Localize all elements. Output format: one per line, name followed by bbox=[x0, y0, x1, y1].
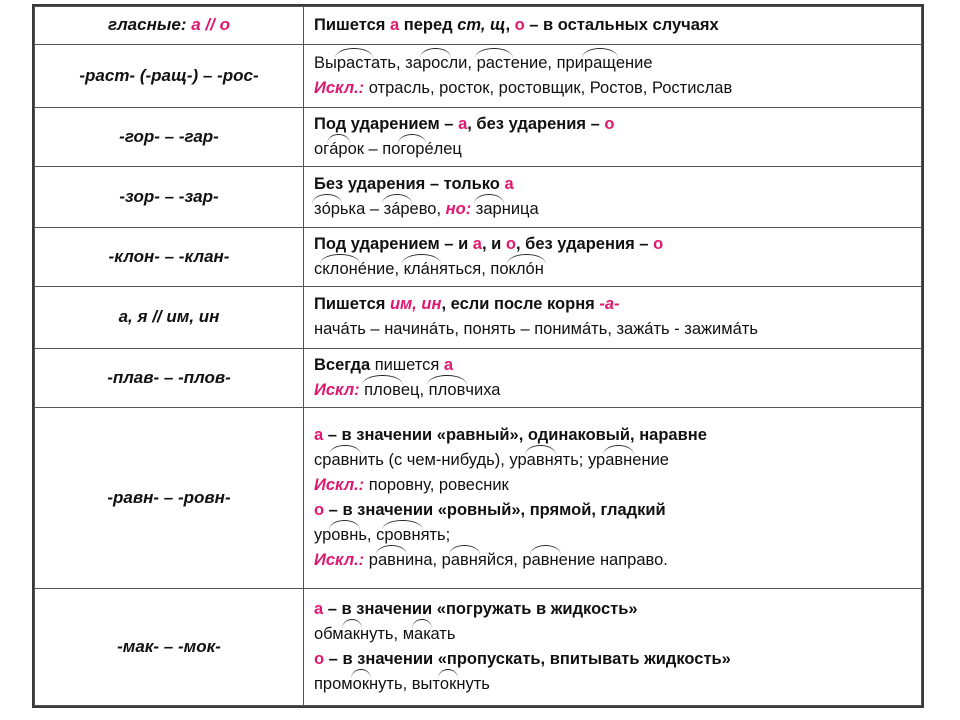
rule-line bbox=[314, 232, 913, 257]
rule-text: о bbox=[505, 234, 516, 253]
root-morpheme: авн bbox=[378, 548, 405, 573]
rule-text: ать, за bbox=[371, 53, 422, 72]
root-morpheme: ровн bbox=[384, 523, 420, 548]
root-morpheme: ращ bbox=[584, 51, 616, 76]
rule-text: ец, bbox=[400, 381, 429, 400]
rule-text: Искл.: bbox=[314, 476, 365, 495]
rule-text: Всегда bbox=[314, 356, 375, 375]
rule-text: ур bbox=[314, 526, 332, 545]
rule-text: а bbox=[314, 599, 324, 618]
rule-text: но: bbox=[445, 199, 472, 218]
rule-text: ли, bbox=[448, 53, 477, 72]
rule-line bbox=[314, 257, 913, 282]
rule-line bbox=[314, 548, 913, 573]
rules-table-frame bbox=[32, 4, 924, 708]
rule-text: ять; bbox=[420, 526, 451, 545]
rule-text: о bbox=[314, 649, 325, 668]
rule-text: пишется bbox=[374, 356, 444, 375]
root-morpheme: плов bbox=[364, 378, 401, 403]
rule-cell bbox=[304, 408, 922, 589]
rule-row bbox=[35, 44, 922, 107]
rule-text: отрасль, росток, ростовщик, Ростов, Ростислав bbox=[364, 78, 733, 97]
rule-text: ать bbox=[430, 624, 456, 643]
rule-text: ение bbox=[632, 451, 669, 470]
table-header-row bbox=[35, 7, 922, 45]
rule-text: р bbox=[364, 551, 378, 570]
rule-text: нуть, м bbox=[360, 624, 415, 643]
root-morpheme: áр bbox=[329, 137, 347, 162]
root-pair-cell: -мак- – -мок- bbox=[35, 588, 304, 705]
rule-text: им, ин bbox=[389, 295, 442, 314]
rule-text: , без ударения – bbox=[467, 114, 605, 133]
root-pair-cell: -гор- – -гар- bbox=[35, 107, 304, 167]
rule-text: Искл: bbox=[314, 381, 360, 400]
rule-text: Пишется bbox=[314, 295, 390, 314]
rule-cell bbox=[304, 107, 922, 167]
root-morpheme: авн bbox=[331, 448, 358, 473]
rule-text: Искл.: bbox=[314, 551, 365, 570]
rule-text: ница bbox=[501, 199, 539, 218]
root-morpheme: ак bbox=[344, 622, 360, 647]
header-rule-segment: Пишется bbox=[314, 15, 390, 34]
rule-text: , и bbox=[481, 234, 506, 253]
rule-text: начáть – начинáть, понять – понимáть, зажáть - зажимáть bbox=[314, 320, 758, 339]
rule-text: ина, р bbox=[405, 551, 451, 570]
rule-text: нуть, выт bbox=[369, 674, 440, 693]
root-morpheme: раст bbox=[477, 51, 511, 76]
root-morpheme: рос bbox=[422, 51, 449, 76]
rule-cell bbox=[304, 348, 922, 408]
rule-text: а bbox=[472, 234, 482, 253]
rule-text: а bbox=[314, 426, 324, 445]
root-pair-cell: -плав- – -плов- bbox=[35, 348, 304, 408]
rule-text: éние, bbox=[357, 259, 404, 278]
rule-line bbox=[314, 448, 913, 473]
rule-cell bbox=[304, 167, 922, 228]
root-morpheme: ок bbox=[353, 672, 369, 697]
rule-line bbox=[314, 112, 913, 137]
rule-row bbox=[35, 348, 922, 408]
header-vowels-prefix: гласные: bbox=[108, 15, 187, 35]
rule-line bbox=[314, 473, 913, 498]
rule-text: – в значении «ровный», прямой, гладкий bbox=[324, 501, 666, 520]
rule-text: – в значении «пропускать, впитывать жидкость» bbox=[324, 649, 731, 668]
rule-text: Под ударением – bbox=[314, 114, 459, 133]
rule-text: ька – bbox=[339, 199, 384, 218]
rule-row bbox=[35, 167, 922, 228]
rule-text: с bbox=[314, 259, 323, 278]
rule-row bbox=[35, 588, 922, 705]
rule-text: ь, с bbox=[358, 526, 385, 545]
rule-text: ок – по bbox=[347, 139, 401, 158]
root-morpheme: ок bbox=[440, 672, 456, 697]
rule-line bbox=[314, 137, 913, 162]
rule-line bbox=[314, 378, 913, 403]
rule-text: Вы bbox=[314, 53, 337, 72]
rule-text: поровну, ровесник bbox=[364, 476, 509, 495]
root-pair-cell: -клон- – -клан- bbox=[35, 227, 304, 287]
rule-text: Искл.: bbox=[314, 78, 365, 97]
rule-line bbox=[314, 292, 913, 317]
rule-text: ог bbox=[314, 139, 330, 158]
rule-text: , без ударения – bbox=[515, 234, 654, 253]
rule-cell bbox=[304, 588, 922, 705]
header-rule-segment: – в остальных случаях bbox=[524, 15, 719, 34]
root-morpheme: зар bbox=[476, 197, 502, 222]
header-rule-cell bbox=[304, 7, 922, 45]
root-pair-cell: -равн- – -ровн- bbox=[35, 408, 304, 589]
rule-text: чиха bbox=[465, 381, 501, 400]
rule-text: о bbox=[653, 234, 664, 253]
rule-line bbox=[314, 523, 913, 548]
root-morpheme: клáн bbox=[404, 257, 439, 282]
rule-line bbox=[314, 622, 913, 647]
rule-row bbox=[35, 287, 922, 349]
root-morpheme: зóр bbox=[314, 197, 340, 222]
rule-row bbox=[35, 227, 922, 287]
rule-cell bbox=[304, 44, 922, 107]
rule-text: а bbox=[504, 174, 514, 193]
header-rule-segment: ст, щ bbox=[457, 15, 506, 34]
rule-text: Под ударением – и bbox=[314, 234, 473, 253]
root-morpheme: авн bbox=[605, 448, 632, 473]
root-morpheme: авн bbox=[532, 548, 559, 573]
rule-line bbox=[314, 317, 913, 342]
root-morpheme: плов bbox=[429, 378, 466, 403]
root-morpheme: гор bbox=[400, 137, 424, 162]
header-rule-segment: а bbox=[389, 15, 400, 34]
root-morpheme: клон bbox=[322, 257, 358, 282]
rule-text: – в значении «погружать в жидкость» bbox=[323, 599, 638, 618]
root-pair-cell: а, я // им, ин bbox=[35, 287, 304, 349]
rule-line bbox=[314, 597, 913, 622]
header-vowels-cell bbox=[35, 7, 304, 45]
header-rule-segment: , bbox=[505, 15, 515, 34]
header-rule-segment: о bbox=[514, 15, 525, 34]
rule-text: ение bbox=[615, 53, 653, 72]
rule-line bbox=[314, 672, 913, 697]
rule-line bbox=[314, 76, 913, 101]
header-vowels-pair: а // о bbox=[191, 15, 230, 35]
rule-text: ср bbox=[314, 451, 332, 470]
root-pair-cell: -зор- – -зар- bbox=[35, 167, 304, 228]
rule-text: ение, при bbox=[510, 53, 584, 72]
header-rule-segment: перед bbox=[399, 15, 458, 34]
rule-text: ять; ур bbox=[553, 451, 606, 470]
rule-text: ить (с чем-нибудь), ур bbox=[358, 451, 527, 470]
rule-text: , если после корня bbox=[441, 295, 600, 314]
spelling-rules-table bbox=[34, 6, 922, 706]
root-morpheme: авн bbox=[527, 448, 554, 473]
rule-row bbox=[35, 107, 922, 167]
rule-line bbox=[314, 197, 913, 222]
rule-text: о bbox=[604, 114, 615, 133]
rule-text: яйся, р bbox=[477, 551, 532, 570]
rule-cell bbox=[304, 287, 922, 349]
rule-text: Без ударения – только bbox=[314, 174, 505, 193]
root-morpheme: авн bbox=[451, 548, 478, 573]
rule-text: – в значении «равный», одинаковый, наравне bbox=[323, 426, 707, 445]
rule-line bbox=[314, 647, 913, 672]
rule-text: ево, bbox=[409, 199, 446, 218]
root-pair-cell: -раст- (-ращ-) – -рос- bbox=[35, 44, 304, 107]
rule-text: а bbox=[458, 114, 468, 133]
root-morpheme: ак bbox=[414, 622, 430, 647]
rule-text: яться, по bbox=[438, 259, 509, 278]
rule-text: а bbox=[443, 356, 454, 375]
rule-text: éлец bbox=[424, 139, 462, 158]
rule-text: обм bbox=[314, 624, 344, 643]
root-morpheme: зáр bbox=[384, 197, 410, 222]
rule-text: нуть bbox=[456, 674, 490, 693]
rule-text: о bbox=[314, 501, 325, 520]
rule-line bbox=[314, 51, 913, 76]
rule-line bbox=[314, 172, 913, 197]
rule-text: пром bbox=[314, 674, 353, 693]
rule-text: ение направо. bbox=[558, 551, 668, 570]
rule-row bbox=[35, 408, 922, 589]
rule-cell bbox=[304, 227, 922, 287]
rule-line bbox=[314, 353, 913, 378]
rule-text: -а- bbox=[599, 295, 620, 314]
root-morpheme: овн bbox=[331, 523, 358, 548]
root-morpheme: раст bbox=[337, 51, 371, 76]
root-morpheme: клóн bbox=[509, 257, 544, 282]
